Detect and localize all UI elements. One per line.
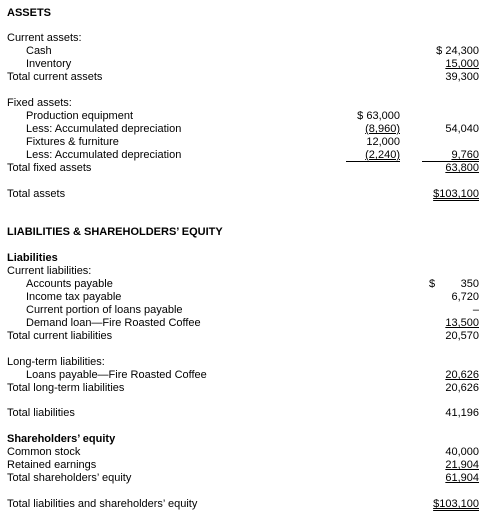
retained-earnings-label: Retained earnings <box>7 459 97 471</box>
common-stock-label: Common stock <box>7 446 81 458</box>
total-assets-value: $103,100 <box>433 188 479 200</box>
loans-payable-row <box>0 369 488 382</box>
total-fixed-assets-row <box>0 162 488 175</box>
inventory-label: Inventory <box>26 58 72 70</box>
retained-earnings-row <box>0 459 488 472</box>
total-fixed-assets-label: Total fixed assets <box>7 162 92 174</box>
cash-row <box>0 45 488 58</box>
assets-heading: ASSETS <box>7 7 52 19</box>
inventory-value: 15,000 <box>445 58 479 70</box>
accounts-payable-label: Accounts payable <box>26 278 113 290</box>
liabilities-equity-heading: LIABILITIES & SHAREHOLDERS’ EQUITY <box>7 226 223 238</box>
total-fixed-assets-value: 63,800 <box>445 162 479 174</box>
accumulated-depreciation-1-row <box>0 123 488 136</box>
income-tax-payable-label: Income tax payable <box>26 291 122 303</box>
total-long-term-liabilities-label: Total long-term liabilities <box>7 382 125 394</box>
total-long-term-liabilities-row <box>0 382 488 395</box>
demand-loan-row <box>0 317 488 330</box>
fixed-assets-heading: Fixed assets: <box>7 97 72 109</box>
shareholders-equity-heading: Shareholders’ equity <box>7 433 116 445</box>
total-current-assets-value: 39,300 <box>445 71 479 83</box>
income-tax-payable-row <box>0 291 488 304</box>
total-long-term-liabilities-value: 20,626 <box>445 382 479 394</box>
total-shareholders-equity-label: Total shareholders’ equity <box>7 472 132 484</box>
current-liabilities-heading-row <box>0 265 488 278</box>
total-current-liabilities-label: Total current liabilities <box>7 330 113 342</box>
total-liabilities-label: Total liabilities <box>7 407 75 419</box>
liabilities-subheading-row <box>0 252 488 265</box>
current-portion-loans-row <box>0 304 488 317</box>
loans-payable-label: Loans payable—Fire Roasted Coffee <box>26 369 207 381</box>
common-stock-row <box>0 446 488 459</box>
retained-earnings-value: 21,904 <box>445 459 479 471</box>
current-assets-heading-row <box>0 32 488 45</box>
accumulated-depreciation-2-label: Less: Accumulated depreciation <box>26 149 182 161</box>
total-assets-row <box>0 188 488 201</box>
shareholders-equity-heading-row <box>0 433 488 446</box>
fixtures-label: Fixtures & furniture <box>26 136 119 148</box>
common-stock-value: 40,000 <box>445 446 479 458</box>
assets-heading-row <box>0 7 488 20</box>
fixtures-row <box>0 136 488 149</box>
total-shareholders-equity-row <box>0 472 488 485</box>
income-tax-payable-value: 6,720 <box>451 291 479 303</box>
current-portion-loans-label: Current portion of loans payable <box>26 304 183 316</box>
total-current-liabilities-value: 20,570 <box>445 330 479 342</box>
total-assets-label: Total assets <box>7 188 66 200</box>
liabilities-equity-heading-row <box>0 226 488 239</box>
accumulated-depreciation-1-value: (8,960) <box>365 123 400 135</box>
current-portion-loans-value: – <box>472 304 479 316</box>
current-assets-heading: Current assets: <box>7 32 82 44</box>
long-term-liabilities-heading: Long-term liabilities: <box>7 356 105 368</box>
current-liabilities-heading: Current liabilities: <box>7 265 92 277</box>
accounts-payable-row <box>0 278 488 291</box>
net-production-value: 54,040 <box>445 123 479 135</box>
total-current-assets-label: Total current assets <box>7 71 103 83</box>
accounts-payable-value: 350 <box>460 278 479 290</box>
total-shareholders-equity-value: 61,904 <box>445 472 479 484</box>
total-current-assets-row <box>0 71 488 84</box>
demand-loan-value: 13,500 <box>445 317 479 329</box>
liabilities-subheading: Liabilities <box>7 252 58 264</box>
total-liabilities-equity-label: Total liabilities and shareholders’ equity <box>7 498 198 510</box>
fixed-assets-heading-row <box>0 97 488 110</box>
accumulated-depreciation-2-row <box>0 149 488 162</box>
accounts-payable-currency: $ <box>429 278 436 290</box>
demand-loan-label: Demand loan—Fire Roasted Coffee <box>26 317 201 329</box>
cash-label: Cash <box>26 45 52 57</box>
production-equipment-row <box>0 110 488 123</box>
total-liabilities-row <box>0 407 488 420</box>
loans-payable-value: 20,626 <box>445 369 479 381</box>
net-fixtures-value: 9,760 <box>451 149 479 161</box>
total-liabilities-equity-row <box>0 498 488 511</box>
cash-value: $ 24,300 <box>436 45 479 57</box>
long-term-liabilities-heading-row <box>0 356 488 369</box>
production-equipment-label: Production equipment <box>26 110 134 122</box>
fixtures-value: 12,000 <box>366 136 400 148</box>
accumulated-depreciation-1-label: Less: Accumulated depreciation <box>26 123 182 135</box>
total-current-liabilities-row <box>0 330 488 343</box>
inventory-row <box>0 58 488 71</box>
production-equipment-value: $ 63,000 <box>357 110 400 122</box>
total-liabilities-equity-value: $103,100 <box>433 498 479 510</box>
total-liabilities-value: 41,196 <box>445 407 479 419</box>
accumulated-depreciation-2-value: (2,240) <box>365 149 400 161</box>
